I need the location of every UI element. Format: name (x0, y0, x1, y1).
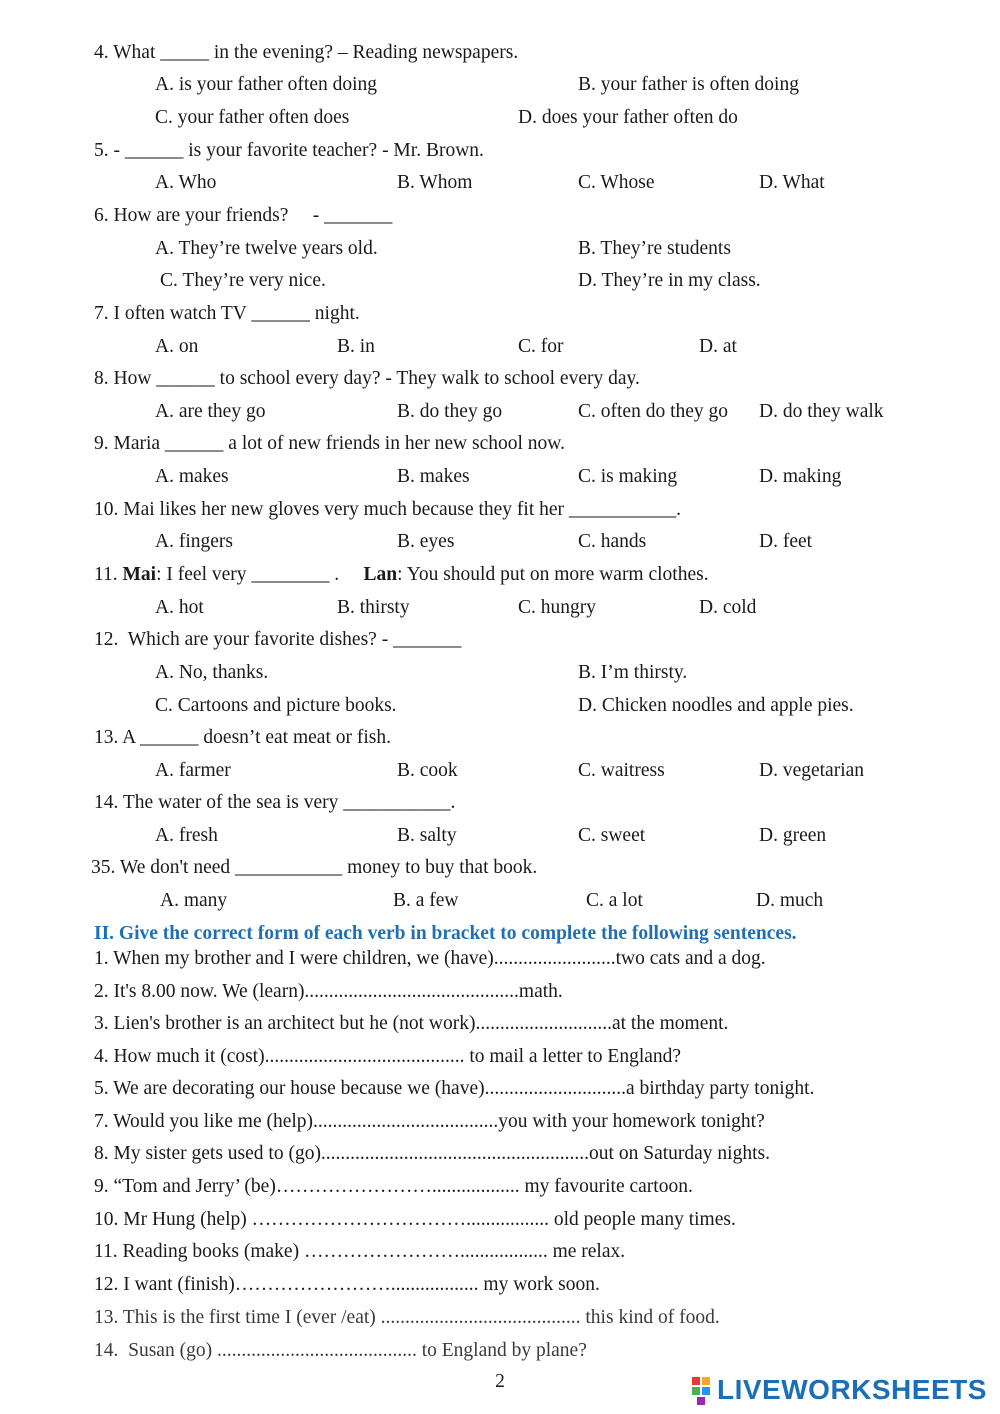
verb-exercise-item[interactable]: 7. Would you like me (help)......................................you with your homework tonight? (94, 1111, 765, 1132)
answer-option[interactable]: D. green (759, 825, 827, 846)
answer-option[interactable]: B. Whom (397, 172, 473, 193)
answer-option[interactable]: D. does your father often do (518, 107, 738, 128)
question-stem: 13. A ______ doesn’t eat meat or fish. (94, 727, 391, 748)
answer-option[interactable]: D. cold (699, 597, 757, 618)
answer-option[interactable]: B. cook (397, 760, 458, 781)
answer-option[interactable]: C. your father often does (155, 107, 350, 128)
answer-option[interactable]: B. in (337, 336, 375, 357)
answer-option[interactable]: C. They’re very nice. (160, 270, 326, 291)
question-stem: 9. Maria ______ a lot of new friends in her new school now. (94, 433, 565, 454)
answer-option[interactable]: C. hands (578, 531, 647, 552)
answer-option[interactable]: D. Chicken noodles and apple pies. (578, 695, 854, 716)
question-stem: 5. - ______ is your favorite teacher? - Mr. Brown. (94, 140, 484, 161)
verb-exercise-item[interactable]: 11. Reading books (make) …………………….................. me relax. (94, 1241, 626, 1262)
answer-option[interactable]: B. your father is often doing (578, 74, 799, 95)
verb-exercise-item[interactable]: 1. When my brother and I were children, we (have).........................two cats and a dog. (94, 948, 766, 969)
answer-option[interactable]: C. a lot (586, 890, 643, 911)
stem-part: 11. (94, 564, 123, 585)
answer-option[interactable]: B. They’re students (578, 238, 731, 259)
answer-option[interactable]: D. vegetarian (759, 760, 865, 781)
liveworksheets-logo (692, 1373, 987, 1407)
verb-exercise-item[interactable]: 12. I want (finish)…………………….................. my work soon. (94, 1274, 600, 1295)
answer-option[interactable]: D. making (759, 466, 842, 487)
answer-option[interactable]: D. They’re in my class. (578, 270, 761, 291)
answer-option[interactable]: A. fingers (155, 531, 233, 552)
stem-part: : You should put on more warm clothes. (397, 564, 709, 585)
answer-option[interactable]: A. They’re twelve years old. (155, 238, 378, 259)
answer-option[interactable]: C. hungry (518, 597, 596, 618)
answer-option[interactable]: B. I’m thirsty. (578, 662, 688, 683)
answer-option[interactable]: A. Who (155, 172, 217, 193)
question-stem: 14. The water of the sea is very ___________. (94, 792, 456, 813)
speaker-name: Lan (363, 564, 398, 585)
answer-option[interactable]: C. sweet (578, 825, 646, 846)
stem-part: : I feel very ________ . (156, 564, 364, 585)
question-stem: 8. How ______ to school every day? - They walk to school every day. (94, 368, 640, 389)
question-stem: 6. How are your friends? - _______ (94, 205, 393, 226)
answer-option[interactable]: A. are they go (155, 401, 266, 422)
question-stem: 4. What _____ in the evening? – Reading newspapers. (94, 42, 519, 63)
verb-exercise-item[interactable]: 5. We are decorating our house because we (have).............................a birthday party tonight. (94, 1078, 815, 1099)
answer-option[interactable]: A. hot (155, 597, 204, 618)
verb-exercise-item[interactable]: 13. This is the first time I (ever /eat) ......................................... this kind of food. (94, 1307, 720, 1328)
answer-option[interactable]: B. a few (393, 890, 459, 911)
answer-option[interactable]: A. makes (155, 466, 229, 487)
answer-option[interactable]: C. Whose (578, 172, 655, 193)
verb-exercise-item[interactable]: 14. Susan (go) ......................................... to England by plane? (94, 1340, 587, 1361)
answer-option[interactable]: A. No, thanks. (155, 662, 269, 683)
question-stem: 10. Mai likes her new gloves very much because they fit her ___________. (94, 499, 682, 520)
verb-exercise-item[interactable]: 10. Mr Hung (help) ……………………………................. old people many times. (94, 1209, 736, 1230)
answer-option[interactable]: A. farmer (155, 760, 231, 781)
verb-exercise-item[interactable]: 3. Lien's brother is an architect but he (not work)............................at the moment. (94, 1013, 729, 1034)
answer-option[interactable]: B. salty (397, 825, 457, 846)
verb-exercise-item[interactable]: 4. How much it (cost)......................................... to mail a letter to England? (94, 1046, 682, 1067)
verb-exercise-item[interactable]: 8. My sister gets used to (go).......................................................out on Saturday nights. (94, 1143, 770, 1164)
answer-option[interactable]: C. is making (578, 466, 678, 487)
logo-mark-icon (692, 1375, 714, 1405)
answer-option[interactable]: A. fresh (155, 825, 218, 846)
answer-option[interactable]: D. What (759, 172, 825, 193)
answer-option[interactable]: D. at (699, 336, 737, 357)
question-stem (94, 563, 709, 587)
answer-option[interactable]: B. eyes (397, 531, 455, 552)
answer-option[interactable]: B. thirsty (337, 597, 410, 618)
answer-option[interactable]: C. for (518, 336, 564, 357)
answer-option[interactable]: D. feet (759, 531, 813, 552)
verb-exercise-item[interactable]: 2. It's 8.00 now. We (learn)............................................math. (94, 981, 563, 1002)
answer-option[interactable]: C. Cartoons and picture books. (155, 695, 397, 716)
answer-option[interactable]: D. much (756, 890, 824, 911)
question-stem: 12. Which are your favorite dishes? - _______ (94, 629, 462, 650)
speaker-name: Mai (122, 564, 157, 585)
answer-option[interactable]: A. on (155, 336, 199, 357)
logo-text: LIVEWORKSHEETS (717, 1374, 987, 1405)
answer-option[interactable]: B. do they go (397, 401, 503, 422)
answer-option[interactable]: A. many (160, 890, 228, 911)
verb-exercise-item[interactable]: 9. “Tom and Jerry’ (be)…………………….................. my favourite cartoon. (94, 1176, 693, 1197)
answer-option[interactable]: D. do they walk (759, 401, 884, 422)
question-stem: 35. We don't need ___________ money to buy that book. (91, 857, 538, 878)
answer-option[interactable]: C. often do they go (578, 401, 729, 422)
question-stem: 7. I often watch TV ______ night. (94, 303, 360, 324)
section-heading: II. Give the correct form of each verb in bracket to complete the following sentences. (94, 923, 797, 944)
answer-option[interactable]: C. waitress (578, 760, 665, 781)
answer-option[interactable]: A. is your father often doing (155, 74, 378, 95)
answer-option[interactable]: B. makes (397, 466, 470, 487)
page-number: 2 (495, 1371, 505, 1392)
